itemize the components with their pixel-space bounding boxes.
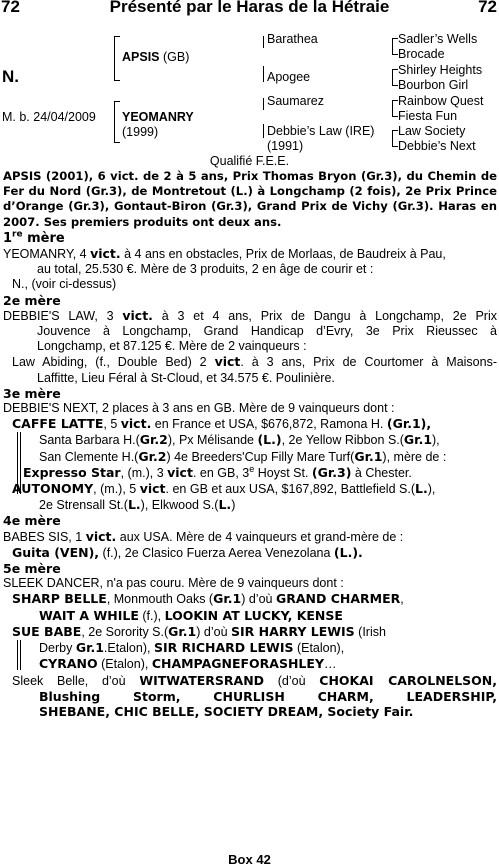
horse-details: M. b. 24/04/2009 — [2, 110, 96, 124]
horse-name: N. — [2, 67, 19, 86]
ggp-8: Debbie’s Next — [398, 139, 476, 153]
bracket — [392, 38, 398, 55]
ggp-6: Fiesta Fun — [398, 109, 458, 123]
section-first-dam: 1re mère — [3, 229, 65, 246]
bracket — [392, 130, 398, 147]
page-number-right: 72 — [478, 0, 497, 16]
ggp-1: Sadler’s Wells — [398, 32, 478, 46]
grandsire-sire: Barathea — [267, 32, 318, 46]
dam: YEOMANRY — [122, 110, 194, 124]
granddam-dam-year: (1991) — [267, 139, 304, 153]
granddam-dam: Debbie’s Law (IRE) — [267, 124, 375, 138]
bracket — [263, 66, 264, 82]
dam-year: (1999) — [122, 125, 159, 139]
bracket — [263, 36, 264, 48]
bracket — [392, 100, 398, 117]
sire: APSIS (GB) — [122, 50, 190, 64]
bracket — [263, 124, 264, 138]
section-third-dam: 3e mère — [3, 385, 61, 401]
catalogue-text: APSIS (2001), 6 vict. de 2 à 5 ans, Prix Thomas Bryon (Gr.3), du Chemin de Fer du Nord (Gr.3), de Montretout (L.) à Longchamp (2 fois), 2e Prix Prince d’Orange (Gr.3), Gontaut-Biron (Gr.3), Grand Prix de Vichy (Gr.3). Haras en 2007. Ses premiers produits ont deux ans. 1re mère YEOMANRY, 4 vict. à 4 ans en obstacles, Prix de Morlaas, de Baudreix à Pau, au total, 25.530 €. Mère de 3 produits, 2 en âge de courir et : N., (voir ci-dessus) 2e mère DEBBIE'S LAW, 3 vict. à 3 et 4 ans, Prix de Dangu à Longchamp, 2e Prix Jouvence à Longchamp, Grand Handicap d’Evry, 3e Prix Rieussec à Longchamp, et 87.125 €. Mère de 2 vainqueurs : Law Abiding, (f., Double Bed) 2 vict. à 3 ans, Prix de Courtomer à Maisons- Laffitte, Lieu Féral à St-Cloud, et 34.575 €. Poulinière. 3e mère DEBBIE'S NEXT, 2 places à 3 ans en GB. Mère de 9 vainqueurs dont : CAFFE LATTE, 5 vict. en France et USA, $676,872, Ramona H. (Gr.1), Santa Barbara H.(Gr.2), Px Mélisande (L.), 2e Yellow Ribbon S.(Gr.1), San Clemente H.(Gr.2) 4e Breeders'Cup Filly Mare Turf(Gr.1), mère de : Expresso Star, (m.), 3 vict. en GB, 3e Hoyst St. (Gr.3) à Chester. AUTONOMY, (m.), 5 vict. en GB et aux USA, $167,892, Battlefield S.(L.), 2e Strensall St.(L.), Elkwood S.(L.) 4e mère BABES SIS, 1 vict. aux USA. Mère de 4 vainqueurs et grand-mère de : Guita (VEN), (f.), 2e Clasico Fuerza Aerea Venezolana (L.). 5e mère SLEEK DANCER, n'a pas couru. Mère de 9 vainqueurs dont : SHARP BELLE, Monmouth Oaks (Gr.1) d’où GRAND CHARMER, WAIT A WHILE (f.), LOOKIN AT LUCKY, KENSE SUE BABE, 2e Sorority S.(Gr.1) d’où SIR HARRY LEWIS (Irish Derby Gr.1.Etalon), SIR RICHARD LEWIS (Etalon), CYRANO (Etalon), CHAMPAGNEFORASHLEY… Sleek Belle, d’où WITWATERSRAND (d’où CHOKAI CAROLNELSON, Blushing Storm, CHURLISH CHARM, LEADERSHIP, SHEBANE, CHIC BELLE, SOCIETY DREAM, Society Fair. — [3, 169, 497, 719]
ggp-7: Law Society — [398, 124, 466, 138]
ggp-5: Rainbow Quest — [398, 94, 484, 108]
section-fourth-dam: 4e mère — [3, 513, 61, 529]
grandsire-dam: Saumarez — [267, 94, 324, 108]
page-number-left: 72 — [1, 0, 20, 16]
bracket — [114, 118, 120, 143]
sire-record: APSIS (2001), 6 vict. de 2 à 5 ans, Prix Thomas Bryon (Gr.3), du Chemin de Fer du Nord (Gr.3), de Montretout (L.) à Longchamp (2 fois), 2e Prix Prince d’Orange (Gr.3), Gontaut-Biron (Gr.3), Grand Prix de Vichy (Gr.3). Haras en 2007. Ses premiers produits ont deux ans. — [3, 169, 497, 229]
bracket — [114, 36, 120, 63]
section-second-dam: 2e mère — [3, 292, 61, 308]
bracket — [114, 101, 120, 119]
section-fifth-dam: 5e mère — [3, 561, 61, 577]
ggp-4: Bourbon Girl — [398, 78, 469, 92]
box-number: Box 42 — [228, 852, 271, 867]
ggp-2: Brocade — [398, 47, 445, 61]
page-title: Présenté par le Haras de la Hétraie — [109, 0, 390, 16]
bracket — [392, 69, 398, 86]
qualification: Qualifié F.E.E. — [209, 154, 290, 168]
bracket — [263, 98, 264, 110]
ggp-3: Shirley Heights — [398, 63, 483, 77]
granddam-sire: Apogee — [267, 70, 311, 84]
bracket — [114, 62, 120, 81]
